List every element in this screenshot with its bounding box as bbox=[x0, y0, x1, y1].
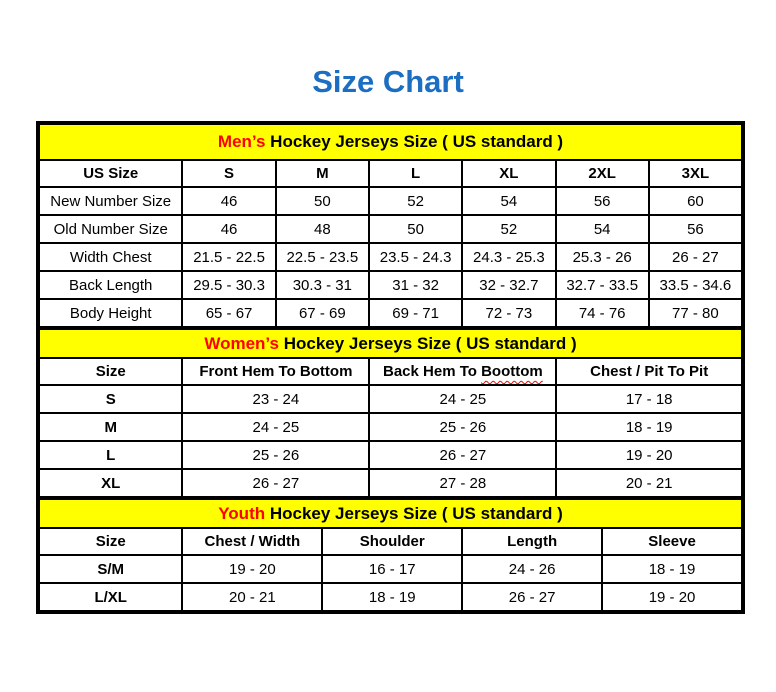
mens-col-header: 2XL bbox=[556, 160, 649, 187]
mens-banner-text: Hockey Jerseys Size ( US standard ) bbox=[265, 132, 564, 151]
youth-col-header: Sleeve bbox=[602, 528, 742, 555]
size-value: 46 bbox=[182, 215, 275, 243]
table-row bbox=[39, 271, 742, 299]
womens-banner-accent: Women’s bbox=[204, 333, 279, 353]
youth-banner-text: Hockey Jerseys Size ( US standard ) bbox=[265, 503, 563, 523]
womens-col-header-prefix: Back Hem To bbox=[383, 363, 482, 380]
womens-section-banner bbox=[39, 329, 742, 358]
mens-col-header: US Size bbox=[39, 160, 182, 187]
table-row bbox=[39, 441, 742, 469]
table-row bbox=[39, 469, 742, 497]
mens-section-banner bbox=[39, 124, 742, 160]
youth-header-row bbox=[39, 528, 742, 555]
row-label: XL bbox=[39, 469, 182, 497]
row-label: S/M bbox=[39, 555, 182, 583]
size-value: 23.5 - 24.3 bbox=[369, 243, 462, 271]
size-value: 48 bbox=[276, 215, 369, 243]
size-value: 19 - 20 bbox=[556, 441, 742, 469]
size-value: 54 bbox=[462, 187, 555, 215]
table-row bbox=[39, 243, 742, 271]
womens-col-header: Front Hem To Bottom bbox=[182, 358, 369, 385]
size-value: 18 - 19 bbox=[556, 413, 742, 441]
size-chart bbox=[36, 121, 745, 614]
row-label: L/XL bbox=[39, 583, 182, 611]
size-value: 18 - 19 bbox=[602, 555, 742, 583]
size-value: 65 - 67 bbox=[182, 299, 275, 327]
size-value: 77 - 80 bbox=[649, 299, 742, 327]
mens-banner-accent: Men’s bbox=[217, 132, 266, 151]
size-value: 20 - 21 bbox=[182, 583, 322, 611]
size-value: 56 bbox=[649, 215, 742, 243]
table-row bbox=[39, 413, 742, 441]
youth-col-header: Shoulder bbox=[322, 528, 462, 555]
size-value: 69 - 71 bbox=[369, 299, 462, 327]
youth-banner-cell bbox=[39, 499, 742, 528]
size-value: 18 - 19 bbox=[322, 583, 462, 611]
table-row bbox=[39, 385, 742, 413]
size-value: 21.5 - 22.5 bbox=[182, 243, 275, 271]
row-label: S bbox=[39, 385, 182, 413]
womens-banner-text: Hockey Jerseys Size ( US standard ) bbox=[278, 333, 577, 353]
size-value: 20 - 21 bbox=[556, 469, 742, 497]
size-value: 24 - 26 bbox=[462, 555, 602, 583]
size-value: 30.3 - 31 bbox=[276, 271, 369, 299]
size-value: 26 - 27 bbox=[369, 441, 556, 469]
misspelled-word: Boottom bbox=[481, 363, 543, 380]
mens-col-header: L bbox=[369, 160, 462, 187]
womens-col-header: Size bbox=[39, 358, 182, 385]
size-value: 50 bbox=[369, 215, 462, 243]
youth-banner-accent: Youth bbox=[218, 503, 266, 523]
size-value: 26 - 27 bbox=[182, 469, 369, 497]
youth-section-banner bbox=[39, 499, 742, 528]
size-value: 32 - 32.7 bbox=[462, 271, 555, 299]
size-value: 56 bbox=[556, 187, 649, 215]
size-value: 26 - 27 bbox=[462, 583, 602, 611]
size-value: 23 - 24 bbox=[182, 385, 369, 413]
youth-col-header: Size bbox=[39, 528, 182, 555]
row-label: M bbox=[39, 413, 182, 441]
size-value: 25 - 26 bbox=[182, 441, 369, 469]
womens-col-header bbox=[369, 358, 556, 385]
womens-size-table bbox=[38, 328, 743, 498]
size-value: 52 bbox=[462, 215, 555, 243]
page-title: Size Chart bbox=[312, 64, 464, 99]
table-row bbox=[39, 187, 742, 215]
size-value: 72 - 73 bbox=[462, 299, 555, 327]
youth-size-table bbox=[38, 498, 743, 612]
size-value: 24.3 - 25.3 bbox=[462, 243, 555, 271]
mens-col-header: S bbox=[182, 160, 275, 187]
size-value: 22.5 - 23.5 bbox=[276, 243, 369, 271]
youth-col-header: Chest / Width bbox=[182, 528, 322, 555]
table-row bbox=[39, 215, 742, 243]
size-value: 46 bbox=[182, 187, 275, 215]
size-value: 50 bbox=[276, 187, 369, 215]
row-label: Back Length bbox=[39, 271, 182, 299]
size-value: 16 - 17 bbox=[322, 555, 462, 583]
row-label: Body Height bbox=[39, 299, 182, 327]
mens-col-header: XL bbox=[462, 160, 555, 187]
size-value: 74 - 76 bbox=[556, 299, 649, 327]
mens-col-header: 3XL bbox=[649, 160, 742, 187]
size-value: 24 - 25 bbox=[182, 413, 369, 441]
mens-col-header: M bbox=[276, 160, 369, 187]
size-value: 17 - 18 bbox=[556, 385, 742, 413]
size-value: 54 bbox=[556, 215, 649, 243]
table-row bbox=[39, 583, 742, 611]
size-value: 52 bbox=[369, 187, 462, 215]
mens-banner-cell bbox=[39, 124, 742, 160]
table-row bbox=[39, 299, 742, 327]
size-value: 31 - 32 bbox=[369, 271, 462, 299]
table-row bbox=[39, 555, 742, 583]
mens-size-table bbox=[38, 123, 743, 328]
youth-col-header: Length bbox=[462, 528, 602, 555]
size-value: 19 - 20 bbox=[182, 555, 322, 583]
row-label: Old Number Size bbox=[39, 215, 182, 243]
size-value: 29.5 - 30.3 bbox=[182, 271, 275, 299]
size-value: 32.7 - 33.5 bbox=[556, 271, 649, 299]
size-value: 24 - 25 bbox=[369, 385, 556, 413]
size-value: 27 - 28 bbox=[369, 469, 556, 497]
size-value: 25 - 26 bbox=[369, 413, 556, 441]
size-value: 67 - 69 bbox=[276, 299, 369, 327]
row-label: L bbox=[39, 441, 182, 469]
size-value: 19 - 20 bbox=[602, 583, 742, 611]
mens-header-row bbox=[39, 160, 742, 187]
size-value: 33.5 - 34.6 bbox=[649, 271, 742, 299]
womens-header-row bbox=[39, 358, 742, 385]
womens-col-header: Chest / Pit To Pit bbox=[556, 358, 742, 385]
size-value: 26 - 27 bbox=[649, 243, 742, 271]
row-label: Width Chest bbox=[39, 243, 182, 271]
size-value: 25.3 - 26 bbox=[556, 243, 649, 271]
row-label: New Number Size bbox=[39, 187, 182, 215]
womens-banner-cell bbox=[39, 329, 742, 358]
size-value: 60 bbox=[649, 187, 742, 215]
